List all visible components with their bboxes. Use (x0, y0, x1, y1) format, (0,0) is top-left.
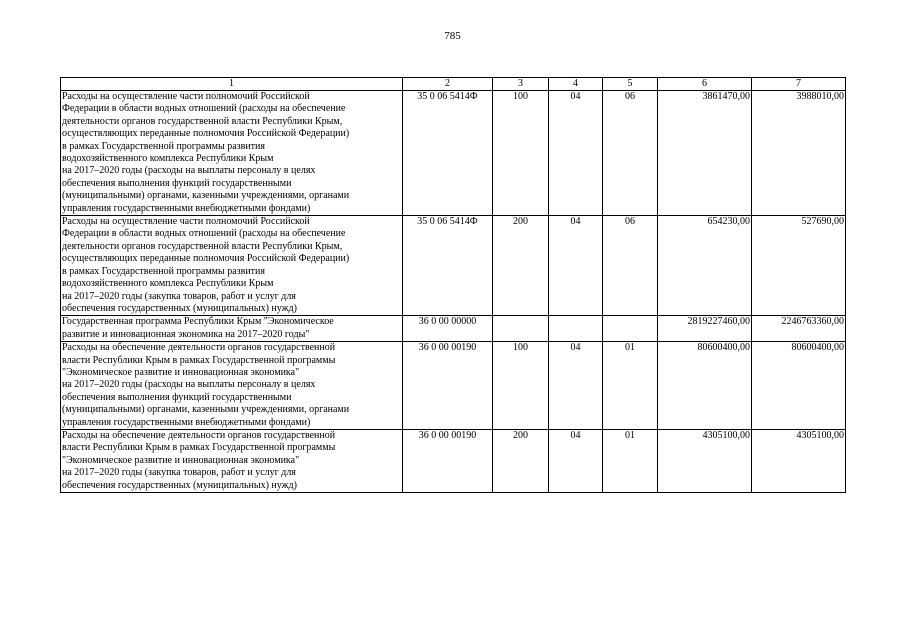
description-line: (муниципальными) органами, казенными учреждениями, органами (62, 190, 350, 202)
column-header-5: 5 (603, 78, 658, 91)
description-line: на 2017–2020 годы (закупка товаров, работ и услуг для (62, 290, 296, 302)
amount-column-7: 527690,00 (752, 216, 846, 316)
description-line: Расходы на осуществление части полномочий Российской (62, 216, 310, 228)
description-line: управления государственными внебюджетными фондами) (62, 202, 311, 214)
description-line: деятельности органов государственной власти Республики Крым, (62, 115, 343, 127)
description-line: на 2017–2020 годы (закупка товаров, работ и услуг для (62, 467, 296, 479)
table-row (61, 216, 846, 316)
section-code (549, 316, 603, 342)
description-line: "Экономическое развитие и инновационная экономика" (62, 366, 300, 378)
expense-type-code: 100 (493, 342, 549, 430)
description-line: Федерации в области водных отношений (расходы на обеспечение (62, 103, 346, 115)
target-article-code: 36 0 00 00190 (403, 429, 493, 492)
description-line: "Экономическое развитие и инновационная экономика" (62, 454, 300, 466)
amount-column-7: 2246763360,00 (752, 316, 846, 342)
column-header-6: 6 (658, 78, 752, 91)
column-header-2: 2 (403, 78, 493, 91)
expense-type-code (493, 316, 549, 342)
table-row (61, 91, 846, 216)
section-code: 04 (549, 342, 603, 430)
expense-description (61, 342, 403, 430)
description-line: обеспечения государственных (муниципальных) нужд) (62, 479, 297, 491)
description-line: Государственная программа Республики Крым "Экономическое (62, 316, 334, 328)
table-body (61, 91, 846, 493)
subsection-code: 06 (603, 91, 658, 216)
amount-column-7: 3988010,00 (752, 91, 846, 216)
budget-table (60, 77, 846, 493)
column-header-4: 4 (549, 78, 603, 91)
description-line: управления государственными внебюджетными фондами) (62, 416, 311, 428)
description-line: власти Республики Крым в рамках Государственной программы (62, 442, 336, 454)
amount-column-6: 3861470,00 (658, 91, 752, 216)
section-code: 04 (549, 91, 603, 216)
description-line: Расходы на осуществление части полномочий Российской (62, 91, 310, 102)
subsection-code: 01 (603, 429, 658, 492)
description-line: обеспечения государственных (муниципальных) нужд) (62, 302, 297, 314)
amount-column-6: 2819227460,00 (658, 316, 752, 342)
subsection-code (603, 316, 658, 342)
description-line: осуществляющих переданные полномочия Российской Федерации) (62, 253, 350, 265)
description-line: в рамках Государственной программы развития (62, 140, 266, 152)
column-header-1: 1 (61, 78, 403, 91)
expense-description (61, 316, 403, 342)
subsection-code: 01 (603, 342, 658, 430)
expense-description (61, 91, 403, 216)
description-line: обеспечения выполнения функций государственными (62, 177, 292, 189)
target-article-code: 35 0 06 5414Ф (403, 91, 493, 216)
description-line: Расходы на обеспечение деятельности органов государственной (62, 342, 336, 354)
description-line: водохозяйственного комплекса Республики Крым (62, 153, 274, 165)
description-line: обеспечения выполнения функций государственными (62, 391, 292, 403)
page-number: 785 (444, 30, 461, 42)
expense-type-code: 200 (493, 429, 549, 492)
description-line: в рамках Государственной программы развития (62, 265, 266, 277)
description-line: развитие и инновационная экономика на 2017–2020 годы" (62, 328, 310, 340)
column-header-7: 7 (752, 78, 846, 91)
section-code: 04 (549, 216, 603, 316)
description-line: осуществляющих переданные полномочия Российской Федерации) (62, 128, 350, 140)
description-line: на 2017–2020 годы (расходы на выплаты персоналу в целях (62, 165, 316, 177)
amount-column-6: 80600400,00 (658, 342, 752, 430)
description-line: власти Республики Крым в рамках Государственной программы (62, 354, 336, 366)
target-article-code: 36 0 00 00190 (403, 342, 493, 430)
amount-column-6: 4305100,00 (658, 429, 752, 492)
section-code: 04 (549, 429, 603, 492)
table-row (61, 342, 846, 430)
amount-column-7: 4305100,00 (752, 429, 846, 492)
header-row (61, 78, 846, 91)
description-line: деятельности органов государственной власти Республики Крым, (62, 240, 343, 252)
description-line: Расходы на обеспечение деятельности органов государственной (62, 429, 336, 441)
table-row (61, 316, 846, 342)
target-article-code: 36 0 00 00000 (403, 316, 493, 342)
amount-column-6: 654230,00 (658, 216, 752, 316)
expense-description (61, 216, 403, 316)
amount-column-7: 80600400,00 (752, 342, 846, 430)
subsection-code: 06 (603, 216, 658, 316)
expense-description (61, 429, 403, 492)
expense-type-code: 100 (493, 91, 549, 216)
column-header-3: 3 (493, 78, 549, 91)
table-row (61, 429, 846, 492)
description-line: водохозяйственного комплекса Республики Крым (62, 278, 274, 290)
expense-type-code: 200 (493, 216, 549, 316)
description-line: (муниципальными) органами, казенными учреждениями, органами (62, 404, 350, 416)
target-article-code: 35 0 06 5414Ф (403, 216, 493, 316)
description-line: Федерации в области водных отношений (расходы на обеспечение (62, 228, 346, 240)
description-line: на 2017–2020 годы (расходы на выплаты персоналу в целях (62, 379, 316, 391)
